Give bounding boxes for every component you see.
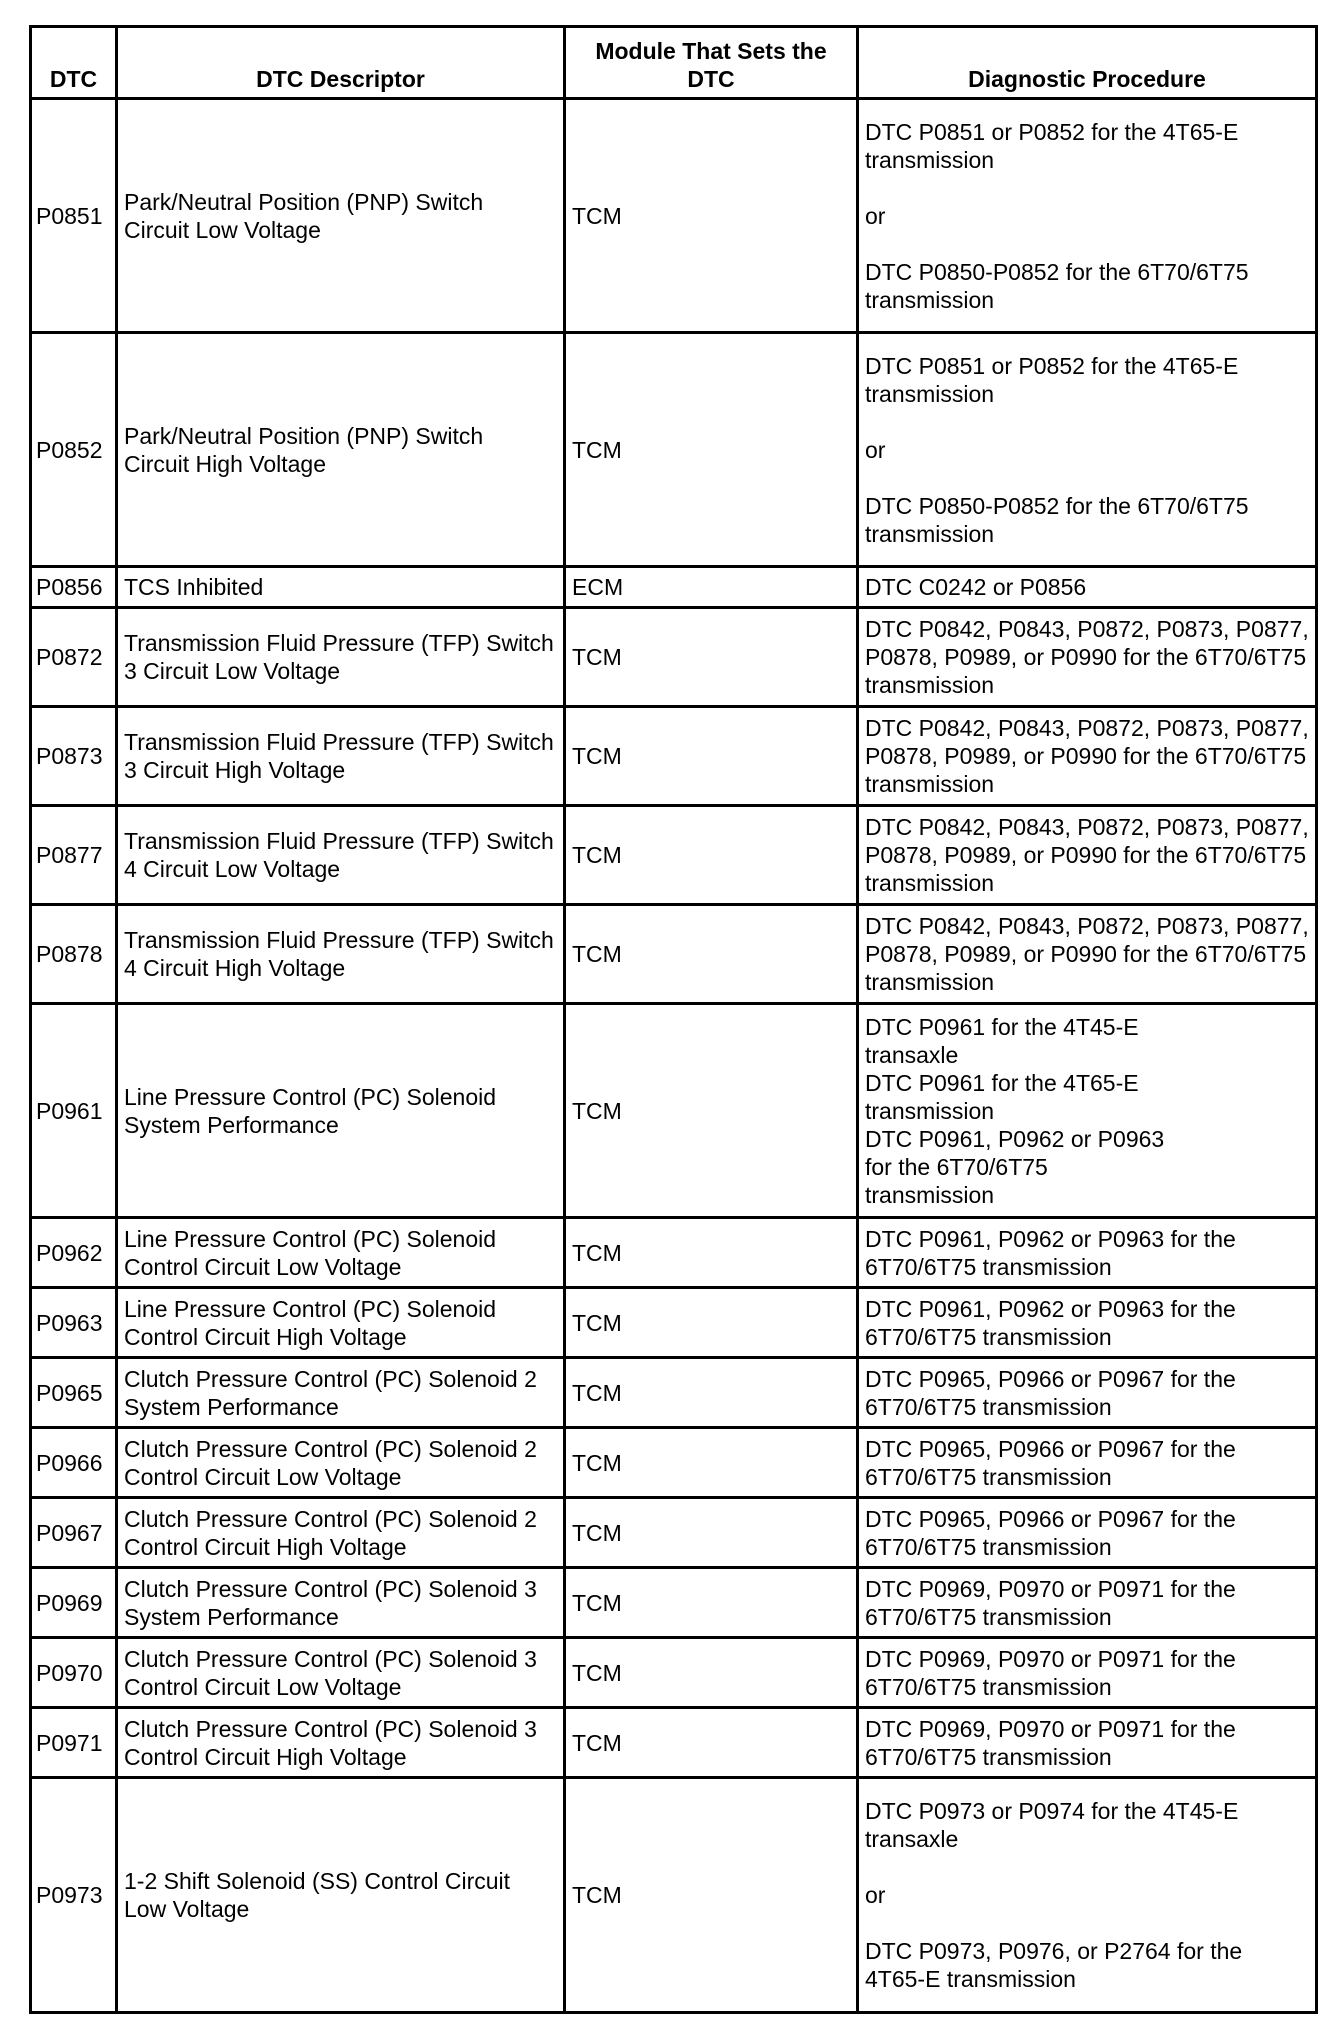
dtc-code: P0961	[31, 1004, 117, 1218]
table-row	[31, 1498, 1317, 1568]
table-row	[31, 1288, 1317, 1358]
diagnostic-procedure	[858, 1004, 1317, 1218]
procedure-line: DTC C0242 or P0856	[865, 574, 1087, 600]
dtc-code: P0851	[31, 99, 117, 333]
dtc-descriptor: Transmission Fluid Pressure (TFP) Switch 3 Circuit High Voltage	[117, 707, 565, 806]
dtc-module: TCM	[565, 99, 858, 333]
table-row	[31, 1778, 1317, 2013]
header-descriptor: DTC Descriptor	[117, 27, 565, 99]
procedure-line: DTC P0969, P0970 or P0971 for the 6T70/6T75 transmission	[865, 1575, 1236, 1630]
header-dtc: DTC	[31, 27, 117, 99]
dtc-module: TCM	[565, 806, 858, 905]
dtc-code: P0973	[31, 1778, 117, 2013]
dtc-table	[29, 25, 1318, 2014]
dtc-descriptor: TCS Inhibited	[117, 567, 565, 608]
dtc-module: TCM	[565, 1428, 858, 1498]
table-row	[31, 1638, 1317, 1708]
diagnostic-procedure	[858, 1778, 1317, 2013]
procedure-spacer	[865, 464, 1309, 492]
procedure-line: DTC P0842, P0843, P0872, P0873, P0877, P0878, P0989, or P0990 for the 6T70/6T75 transmission	[865, 715, 1309, 797]
dtc-code: P0872	[31, 608, 117, 707]
dtc-descriptor: Clutch Pressure Control (PC) Solenoid 3 System Performance	[117, 1568, 565, 1638]
dtc-module: TCM	[565, 1358, 858, 1428]
procedure-line: DTC P0969, P0970 or P0971 for the 6T70/6T75 transmission	[865, 1715, 1236, 1770]
procedure-line: DTC P0965, P0966 or P0967 for the 6T70/6T75 transmission	[865, 1505, 1236, 1560]
dtc-module: TCM	[565, 1004, 858, 1218]
procedure-line: DTC P0973 or P0974 for the 4T45-E transaxle	[865, 1798, 1239, 1852]
procedure-line: DTC P0961, P0962 or P0963 for the 6T70/6T75 transmission	[865, 1295, 1236, 1350]
diagnostic-procedure	[858, 1568, 1317, 1638]
dtc-code: P0852	[31, 333, 117, 567]
diagnostic-procedure	[858, 1288, 1317, 1358]
dtc-module: TCM	[565, 608, 858, 707]
diagnostic-procedure	[858, 567, 1317, 608]
table-row	[31, 567, 1317, 608]
dtc-descriptor: Park/Neutral Position (PNP) Switch Circuit High Voltage	[117, 333, 565, 567]
dtc-code: P0967	[31, 1498, 117, 1568]
procedure-line: DTC P0969, P0970 or P0971 for the 6T70/6T75 transmission	[865, 1645, 1236, 1700]
dtc-code: P0969	[31, 1568, 117, 1638]
procedure-line: DTC P0851 or P0852 for the 4T65-E transmission	[865, 352, 1239, 407]
dtc-code: P0965	[31, 1358, 117, 1428]
procedure-line: DTC P0961 for the 4T45-E transaxle	[865, 1013, 1139, 1068]
header-module: Module That Sets the DTC	[565, 27, 858, 99]
procedure-line: DTC P0842, P0843, P0872, P0873, P0877, P0878, P0989, or P0990 for the 6T70/6T75 transmission	[865, 913, 1309, 995]
dtc-module: TCM	[565, 1568, 858, 1638]
dtc-code: P0877	[31, 806, 117, 905]
dtc-descriptor: Clutch Pressure Control (PC) Solenoid 3 Control Circuit Low Voltage	[117, 1638, 565, 1708]
procedure-spacer	[865, 408, 1309, 436]
diagnostic-procedure	[858, 707, 1317, 806]
table-row	[31, 707, 1317, 806]
dtc-descriptor: Clutch Pressure Control (PC) Solenoid 2 System Performance	[117, 1358, 565, 1428]
dtc-code: P0856	[31, 567, 117, 608]
procedure-line: DTC P0842, P0843, P0872, P0873, P0877, P0878, P0989, or P0990 for the 6T70/6T75 transmission	[865, 814, 1309, 896]
dtc-descriptor: Line Pressure Control (PC) Solenoid System Performance	[117, 1004, 565, 1218]
procedure-spacer	[865, 174, 1309, 202]
procedure-line: or	[865, 202, 886, 229]
document-page	[29, 25, 1315, 2008]
dtc-module: TCM	[565, 1218, 858, 1288]
table-row	[31, 1568, 1317, 1638]
procedure-line: DTC P0961 for the 4T65-E transmission	[865, 1069, 1139, 1124]
dtc-descriptor: Transmission Fluid Pressure (TFP) Switch 3 Circuit Low Voltage	[117, 608, 565, 707]
procedure-line: DTC P0850-P0852 for the 6T70/6T75 transmission	[865, 492, 1249, 547]
dtc-module: TCM	[565, 1288, 858, 1358]
dtc-module: TCM	[565, 1638, 858, 1708]
diagnostic-procedure	[858, 99, 1317, 333]
procedure-line: DTC P0850-P0852 for the 6T70/6T75 transmission	[865, 258, 1249, 313]
dtc-code: P0971	[31, 1708, 117, 1778]
procedure-line: DTC P0961, P0962 or P0963 for the 6T70/6T75 transmission	[865, 1225, 1236, 1280]
dtc-code: P0963	[31, 1288, 117, 1358]
diagnostic-procedure	[858, 1428, 1317, 1498]
diagnostic-procedure	[858, 1638, 1317, 1708]
table-body	[31, 99, 1317, 2013]
dtc-module: TCM	[565, 333, 858, 567]
table-row	[31, 1428, 1317, 1498]
dtc-code: P0966	[31, 1428, 117, 1498]
table-row	[31, 1218, 1317, 1288]
dtc-descriptor: Clutch Pressure Control (PC) Solenoid 3 Control Circuit High Voltage	[117, 1708, 565, 1778]
procedure-spacer	[865, 1909, 1309, 1937]
table-row	[31, 806, 1317, 905]
procedure-spacer	[865, 230, 1309, 258]
procedure-line: DTC P0961, P0962 or P0963 for the 6T70/6T75 transmission	[865, 1125, 1165, 1208]
diagnostic-procedure	[858, 608, 1317, 707]
procedure-line: or	[865, 1882, 886, 1908]
table-header-row	[31, 27, 1317, 99]
dtc-code: P0962	[31, 1218, 117, 1288]
procedure-line: DTC P0973, P0976, or P2764 for the 4T65-E transmission	[865, 1938, 1243, 1992]
diagnostic-procedure	[858, 1708, 1317, 1778]
table-row	[31, 1358, 1317, 1428]
header-procedure: Diagnostic Procedure	[858, 27, 1317, 99]
dtc-descriptor: Line Pressure Control (PC) Solenoid Control Circuit High Voltage	[117, 1288, 565, 1358]
diagnostic-procedure	[858, 333, 1317, 567]
procedure-spacer	[865, 1853, 1309, 1881]
table-row	[31, 99, 1317, 333]
procedure-line: DTC P0965, P0966 or P0967 for the 6T70/6T75 transmission	[865, 1435, 1236, 1490]
diagnostic-procedure	[858, 806, 1317, 905]
table-row	[31, 608, 1317, 707]
dtc-code: P0873	[31, 707, 117, 806]
dtc-code: P0970	[31, 1638, 117, 1708]
diagnostic-procedure	[858, 905, 1317, 1004]
dtc-descriptor: Transmission Fluid Pressure (TFP) Switch 4 Circuit High Voltage	[117, 905, 565, 1004]
dtc-module: TCM	[565, 1708, 858, 1778]
dtc-module: TCM	[565, 1778, 858, 2013]
dtc-descriptor: Transmission Fluid Pressure (TFP) Switch 4 Circuit Low Voltage	[117, 806, 565, 905]
dtc-module: TCM	[565, 707, 858, 806]
dtc-descriptor: Clutch Pressure Control (PC) Solenoid 2 Control Circuit Low Voltage	[117, 1428, 565, 1498]
procedure-line: DTC P0965, P0966 or P0967 for the 6T70/6T75 transmission	[865, 1365, 1236, 1420]
dtc-descriptor: Clutch Pressure Control (PC) Solenoid 2 Control Circuit High Voltage	[117, 1498, 565, 1568]
table-row	[31, 1004, 1317, 1218]
dtc-module: TCM	[565, 905, 858, 1004]
dtc-module: ECM	[565, 567, 858, 608]
diagnostic-procedure	[858, 1218, 1317, 1288]
diagnostic-procedure	[858, 1358, 1317, 1428]
table-row	[31, 333, 1317, 567]
table-row	[31, 905, 1317, 1004]
dtc-descriptor: Park/Neutral Position (PNP) Switch Circuit Low Voltage	[117, 99, 565, 333]
dtc-descriptor: Line Pressure Control (PC) Solenoid Control Circuit Low Voltage	[117, 1218, 565, 1288]
procedure-line: DTC P0851 or P0852 for the 4T65-E transmission	[865, 118, 1239, 173]
dtc-code: P0878	[31, 905, 117, 1004]
dtc-descriptor: 1-2 Shift Solenoid (SS) Control Circuit Low Voltage	[117, 1778, 565, 2013]
table-row	[31, 1708, 1317, 1778]
procedure-line: DTC P0842, P0843, P0872, P0873, P0877, P0878, P0989, or P0990 for the 6T70/6T75 transmission	[865, 616, 1309, 698]
diagnostic-procedure	[858, 1498, 1317, 1568]
procedure-line: or	[865, 436, 886, 463]
dtc-module: TCM	[565, 1498, 858, 1568]
